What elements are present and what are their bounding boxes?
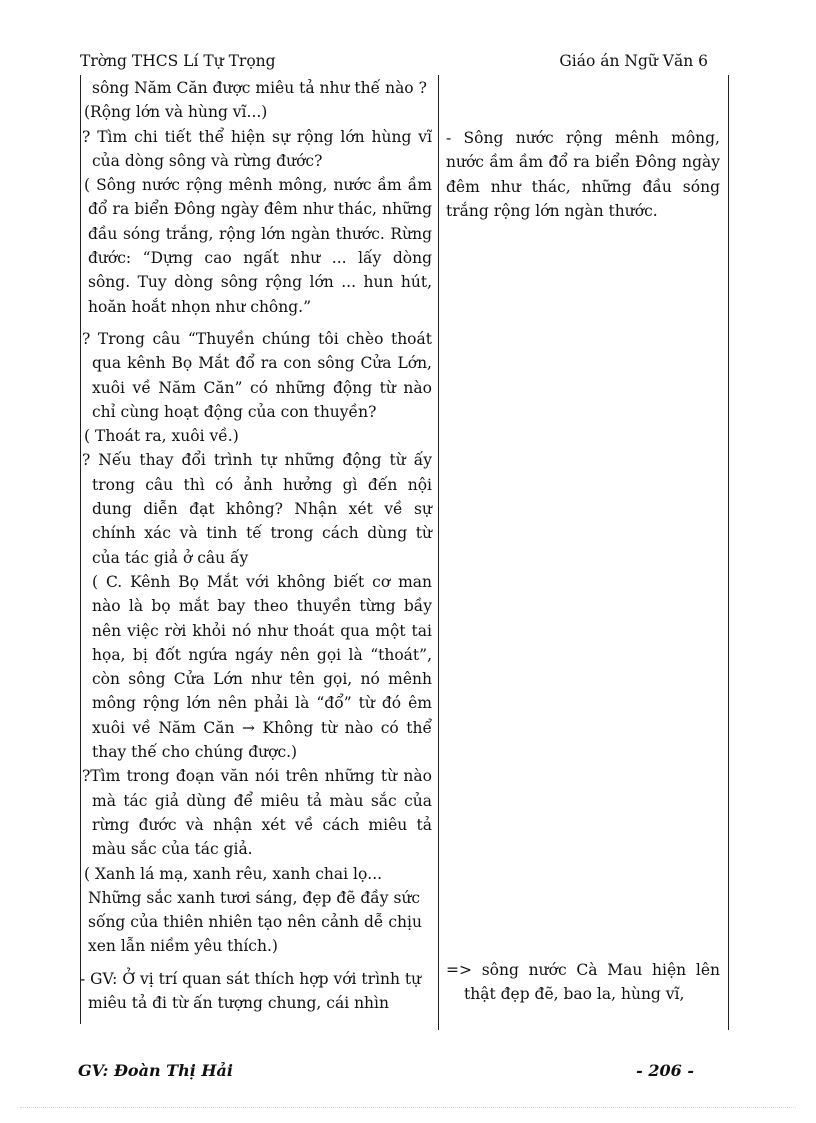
footer-teacher: GV: Đoàn Thị Hải: [78, 1061, 233, 1080]
answer-5: ( Xanh lá mạ, xanh rêu, xanh chai lọ... Những sắc xanh tươi sáng, đẹp đẽ đầy sức sống của thiên nhiên tạo nên cảnh dễ chịu xen lẫn niềm yêu thích.): [84, 864, 422, 956]
content-column: [446, 76, 720, 1007]
question-4: ? Nếu thay đổi trình tự những động từ ấy trong câu thì có ảnh hưởng gì đến nội dung diễn đạt không? Nhận xét về sự chính xác và tinh tế trong cách dùng từ của tác giả ở câu ấy: [82, 451, 432, 567]
teacher-activities-column: [80, 76, 432, 1015]
header-subject: Giáo án Ngữ Văn 6: [559, 52, 708, 70]
answer-3: ( Thoát ra, xuôi về.): [84, 427, 239, 446]
table-border-middle: [438, 75, 439, 1030]
table-border-right: [728, 75, 729, 1030]
answer-4: ( C. Kênh Bọ Mắt với không biết cơ man nào là bọ mắt bay theo thuyền từng bầy nên việc rời khỏi nó như thoát qua một tai họa, bị đốt ngứa ngáy nên gọi là “thoát”, còn sông Cửa Lớn như tên gọi, nó mênh mông rộng lớn nên phải là “đổ” từ đó êm xuôi về Năm Căn → Không từ nào có thể thay thế cho chúng được.): [92, 572, 432, 762]
content-river-description: - Sông nước rộng mênh mông, nước ầm ầm đổ ra biển Đông ngày đêm như thác, những đầu sóng trắng rộng lớn ngàn thước.: [446, 129, 720, 220]
page-bottom-divider: [20, 1107, 796, 1108]
answer-1: (Rộng lớn và hùng vĩ...): [84, 103, 268, 122]
question-3: ? Trong câu “Thuyền chúng tôi chèo thoát qua kênh Bọ Mắt đổ ra con sông Cửa Lớn, xuôi về Năm Căn” có những động từ nào chỉ cùng hoạt động của con thuyền?: [82, 329, 432, 421]
question-2: ? Tìm chi tiết thể hiện sự rộng lớn hùng vĩ của dòng sông và rừng đước?: [82, 127, 432, 170]
page-number: - 206 -: [636, 1061, 694, 1080]
header-school: Trờng THCS Lí Tự Trọng: [80, 52, 276, 70]
content-conclusion: => sông nước Cà Mau hiện lên thật đẹp đẽ, bao la, hùng vĩ,: [446, 961, 720, 1004]
question-5: ?Tìm trong đoạn văn nói trên những từ nào mà tác giả dùng để miêu tả màu sắc của rừng đước và nhận xét về cách miêu tả màu sắc của tác giả.: [82, 767, 432, 859]
question-continuation: sông Năm Căn được miêu tả như thế nào ?: [92, 79, 427, 97]
answer-2: ( Sông nước rộng mênh mông, nước ầm ầm đổ ra biển Đông ngày đêm như thác, những đầu sóng trắng, rộng lớn ngàn thước. Rừng đước: “Dựng cao ngất như ... lấy dòng sông. Tuy dòng sông rộng lớn ... hun hút, hoăn hoắt nhọn như chông.”: [84, 176, 432, 316]
teacher-note: - GV: Ở vị trí quan sát thích hợp với trình tự miêu tả đi từ ấn tượng chung, cái nhìn: [80, 969, 422, 1012]
